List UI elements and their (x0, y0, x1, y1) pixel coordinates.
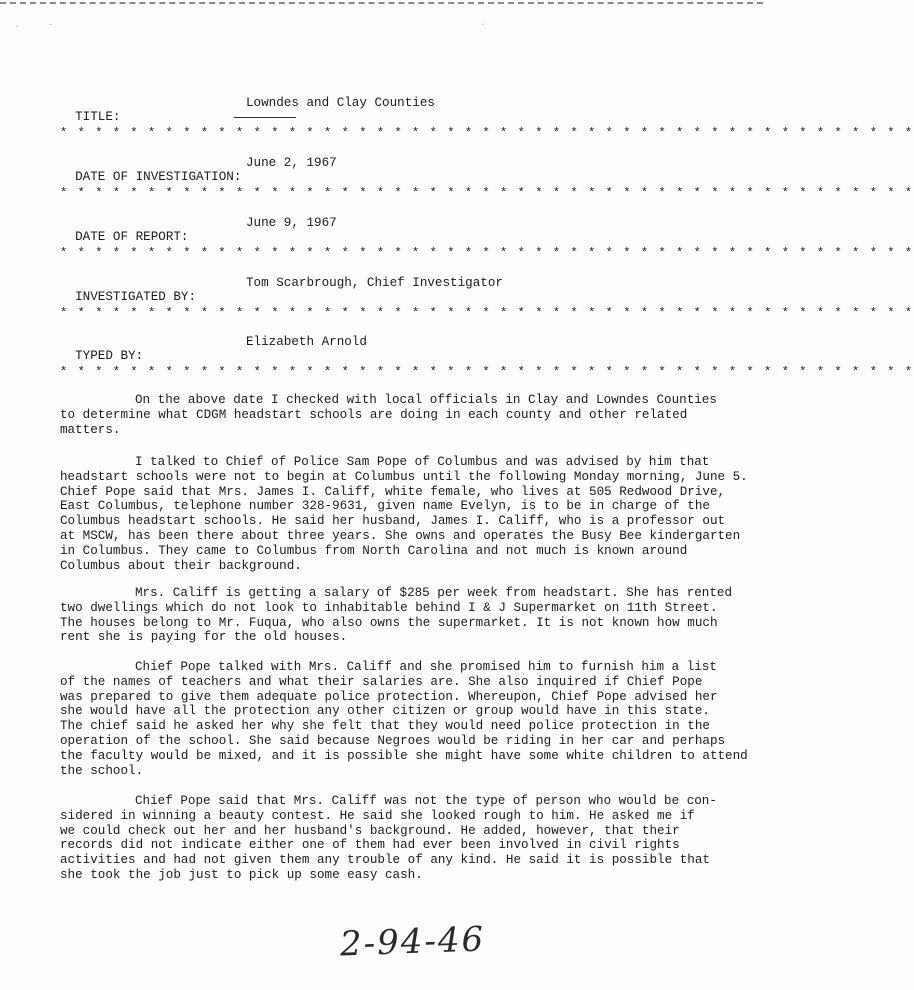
date-of-report-value: June 9, 1967 (246, 216, 337, 230)
body-paragraph-4: Chief Pope talked with Mrs. Califf and she promised him to furnish him a list of the names of teachers and what their salaries are. She also inquired if Chief Pope was prepared to give them adequate police protection. Whereupon, Chief Pope advised her she would have all the protection any other citizen or group would have in this state. The chief said he asked her why she felt that they would need police protection in the operation of the school. She said because Negroes would be riding in her car and perhaps the faculty would be mixed, and it is possible she might have some white children to attend the school. (60, 660, 748, 778)
date-of-investigation-value: June 2, 1967 (246, 156, 337, 170)
body-paragraph-5: Chief Pope said that Mrs. Califf was not the type of person who would be con- sidered in winning a beauty contest. He said she looked rough to him. He asked me if we could check out her and her husband's background. He added, however, that their records did not indicate either one of them had ever been involved in civil rights activities and had not given them any trouble of any kind. He said it is possible that she took the job just to pick up some easy cash. (60, 794, 717, 882)
separator-line: * * * * * * * * * * * * * * * * * * * * * * * * * * * * * * * * * * * * * * * * * * * * * * * * * (60, 306, 914, 320)
body-paragraph-2: I talked to Chief of Police Sam Pope of Columbus and was advised by him that headstart schools were not to begin at Columbus until the following Monday morning, June 5. Chief Pope said that Mrs. James I. Califf, white female, who lives at 505 Redwood Drive, East Columbus, telephone number 328-9631, given name Evelyn, is to be in charge of the Columbus headstart schools. He said her husband, James I. Califf, who is a professor out at MSCW, has been there about three years. She owns and operates the Busy Bee kindergarten in Columbus. They came to Columbus from North Carolina and not much is known around Columbus about their background. (60, 455, 748, 573)
date-of-investigation-label: DATE OF INVESTIGATION: (75, 170, 242, 184)
date-of-report-label: DATE OF REPORT: (75, 230, 189, 244)
body-paragraph-3: Mrs. Califf is getting a salary of $285 per week from headstart. She has rented two dwellings which do not look to inhabitable behind I & J Supermarket on 11th Street. The houses belong to Mr. Fuqua, who also owns the supermarket. It is not known how much rent she is paying for the old houses. (60, 586, 733, 645)
typed-by-label: TYPED BY: (75, 349, 144, 363)
scan-speck: · (480, 20, 486, 30)
body-paragraph-1: On the above date I checked with local officials in Clay and Lowndes Counties to determine what CDGM headstart schools are doing in each county and other related matters. (60, 393, 717, 437)
separator-line: * * * * * * * * * * * * * * * * * * * * * * * * * * * * * * * * * * * * * * * * * * * * * * * * * (60, 186, 914, 200)
title-value: Lowndes and Clay Counties (246, 96, 435, 110)
investigated-by-label: INVESTIGATED BY: (75, 290, 197, 304)
handwritten-page-number: 2-94-46 (339, 919, 486, 965)
page-top-edge (0, 2, 763, 8)
separator-line: * * * * * * * * * * * * * * * * * * * * * * * * * * * * * * * * * * * * * * * * * * * * * * * * * (60, 365, 914, 379)
separator-line: * * * * * * * * * * * * * * * * * * * * * * * * * * * * * * * * * * * * * * * * * * * * * * * * * (60, 246, 914, 260)
typed-by-value: Elizabeth Arnold (246, 335, 367, 349)
separator-line: * * * * * * * * * * * * * * * * * * * * * * * * * * * * * * * * * * * * * * * * * * * * * * * * * (60, 126, 914, 140)
scan-speck: · (14, 22, 20, 32)
title-label: TITLE: (75, 110, 121, 124)
investigated-by-value: Tom Scarbrough, Chief Investigator (246, 276, 503, 290)
title-underline (234, 117, 296, 118)
scan-speck: - (48, 20, 54, 30)
